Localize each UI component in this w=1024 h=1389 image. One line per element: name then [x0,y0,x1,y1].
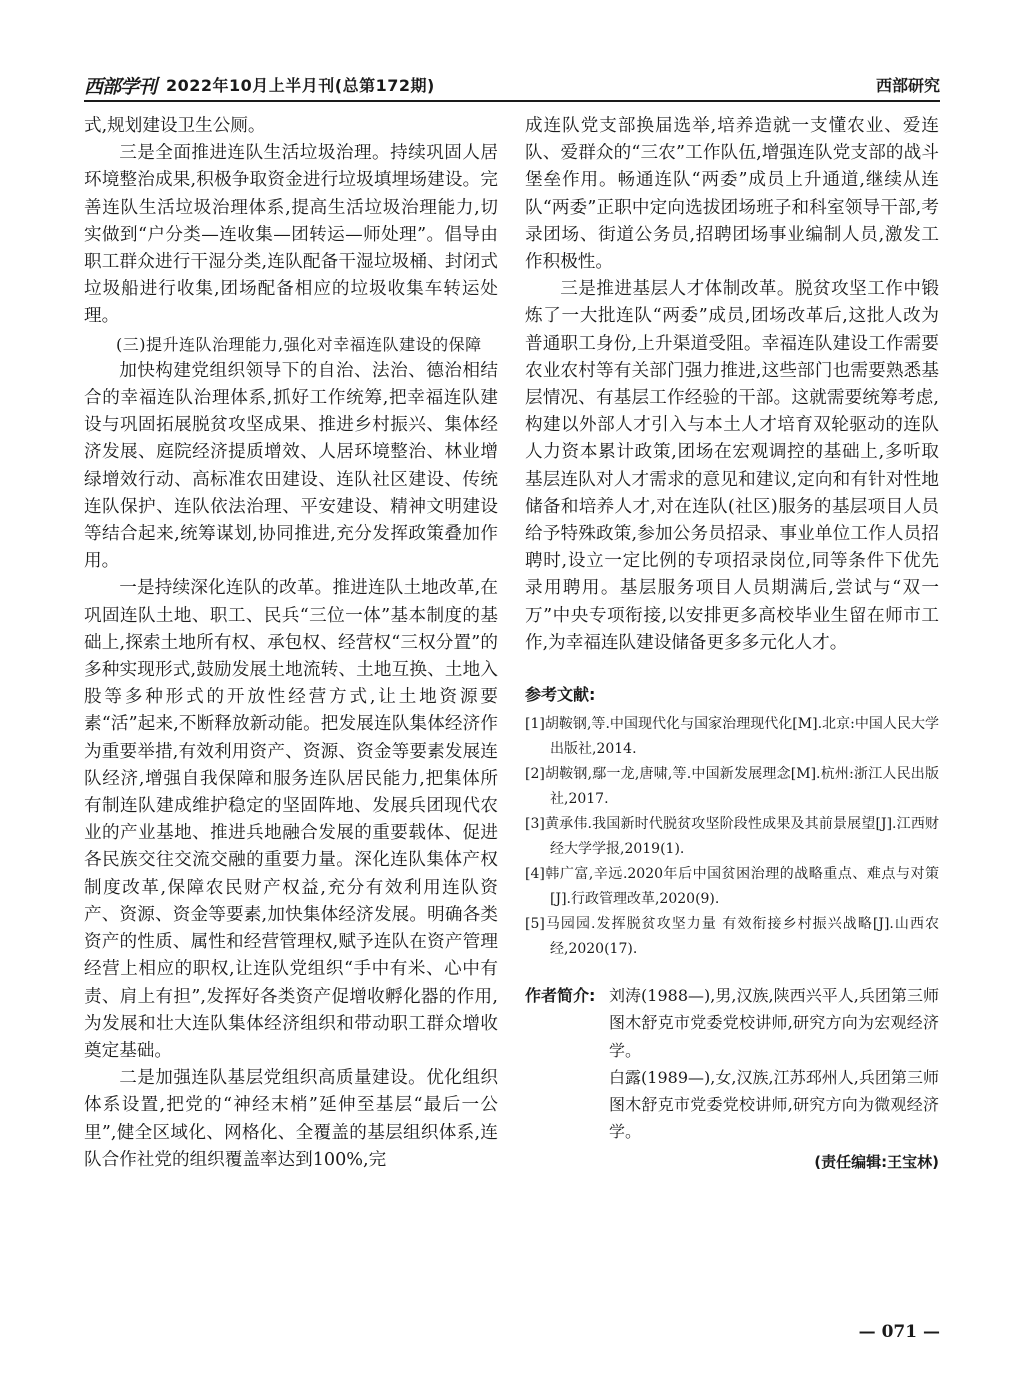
page-number: — 071 — [858,1322,940,1342]
reference-item: [5]马园园.发挥脱贫攻坚力量 有效衔接乡村振兴战略[J].山西农经,2020(17). [525,916,939,958]
subsection-heading: (三)提升连队治理能力,强化对幸福连队建设的保障 [116,334,482,354]
reference-item: [3]黄承伟.我国新时代脱贫攻坚阶段性成果及其前景展望[J].江西财经大学学报,2019(1). [525,816,939,858]
section-title: 西部研究 [875,76,940,95]
left-column [84,113,498,1174]
author-entry: 白露(1989—),女,汉族,江苏邳州人,兵团第三师图木舒克市党委党校讲师,研究方向为微观经济学。 [609,1067,939,1142]
author-entry: 刘涛(1988—),男,汉族,陕西兴平人,兵团第三师图木舒克市党委党校讲师,研究方向为宏观经济学。 [609,986,939,1060]
paragraph: 式,规划建设卫生公厕。 [84,116,266,136]
references-list [525,712,939,962]
author-bio-label: 作者简介: [525,986,596,1006]
issue-info: 2022年10月上半月刊(总第172期) [166,76,435,95]
paragraph: 加快构建党组织领导下的自治、法治、德治相结合的幸福连队治理体系,抓好工作统筹,把幸福连队建设与巩固拓展脱贫攻坚成果、推进乡村振兴、集体经济发展、庭院经济提质增效、人居环境整治、林业增绿增效行动、高标准农田建设、连队社区建设、传统连队保护、连队依法治理、平安建设、精神文明建设等结合起来,统筹谋划,协同推进,充分发挥政策叠加作用。 [84,360,498,572]
paragraph: 三是全面推进连队生活垃圾治理。持续巩固人居环境整治成果,积极争取资金进行垃圾填埋场建设。完善连队生活垃圾治理体系,提高生活垃圾治理能力,切实做到“户分类—连收集—团转运—师处理”。倡导由职工群众进行干湿分类,连队配备干湿垃圾桶、封闭式垃圾船进行收集,团场配备相应的垃圾收集车转运处理。 [84,143,498,327]
reference-item: [4]韩广富,辛远.2020年后中国贫困治理的战略重点、难点与对策[J].行政管理改革,2020(9). [525,866,939,908]
reference-item: [1]胡鞍钢,等.中国现代化与国家治理现代化[M].北京:中国人民大学出版社,2014. [525,716,939,758]
reference-item: [2]胡鞍钢,鄢一龙,唐啸,等.中国新发展理念[M].杭州:浙江人民出版社,2017. [525,766,939,808]
author-bio [525,982,939,1145]
page-header [84,70,940,102]
references-title: 参考文献: [525,685,596,705]
right-column [525,113,939,1177]
paragraph: 一是持续深化连队的改革。推进连队土地改革,在巩固连队土地、职工、民兵“三位一体”基本制度的基础上,探索土地所有权、承包权、经营权“三权分置”的多种实现形式,鼓励发展土地流转、土地互换、土地入股等多种形式的开放性经营方式,让土地资源要素“活”起来,不断释放新动能。把发展连队集体经济作为重要举措,有效利用资产、资源、资金等要素发展连队经济,增强自我保障和服务连队居民能力,把集体所有制连队建成维护稳定的坚固阵地、发展兵团现代农业的产业基地、推进兵地融合发展的重要载体、促进各民族交往交流交融的重要力量。深化连队集体产权制度改革,保障农民财产权益,充分有效利用连队资产、资源、资金等要素,加快集体经济发展。明确各类资产的性质、属性和经营管理权,赋予连队在资产管理经营上相应的职权,让连队党组织“手中有米、心中有责、肩上有担”,发挥好各类资产促增收孵化器的作用,为发展和壮大连队集体经济组织和带动职工群众增收奠定基础。 [84,578,498,1061]
journal-logo: 西部学刊 [84,76,157,98]
editor-credit: (责任编辑:王宝林) [814,1153,939,1172]
paragraph: 二是加强连队基层党组织高质量建设。优化组织体系设置,把党的“神经末梢”延伸至基层“最后一公里”,健全区域化、网格化、全覆盖的基层组织体系,连队合作社党的组织覆盖率达到100%,完 [84,1068,498,1170]
paragraph: 成连队党支部换届选举,培养造就一支懂农业、爱连队、爱群众的“三农”工作队伍,增强连队党支部的战斗堡垒作用。畅通连队“两委”成员上升通道,继续从连队“两委”正职中定向选拔团场班子和科室领导干部,考录团场、街道公务员,招聘团场事业编制人员,激发工作积极性。 [525,116,939,273]
paragraph: 三是推进基层人才体制改革。脱贫攻坚工作中锻炼了一大批连队“两委”成员,团场改革后,这批人改为普通职工身份,上升渠道受阻。幸福连队建设工作需要农业农村等有关部门强力推进,这些部门也需要熟悉基层情况、有基层工作经验的干部。这就需要统筹考虑,构建以外部人才引入与本土人才培育双轮驱动的连队人力资本累计政策,团场在宏观调控的基础上,多听取基层连队对人才需求的意见和建议,定向和有针对性地储备和培养人才,对在连队(社区)服务的基层项目人员给予特殊政策,参加公务员招录、事业单位工作人员招聘时,设立一定比例的专项招录岗位,同等条件下优先录用聘用。基层服务项目人员期满后,尝试与“双一万”中央专项衔接,以安排更多高校毕业生留在师市工作,为幸福连队建设储备更多多元化人才。 [525,279,939,653]
